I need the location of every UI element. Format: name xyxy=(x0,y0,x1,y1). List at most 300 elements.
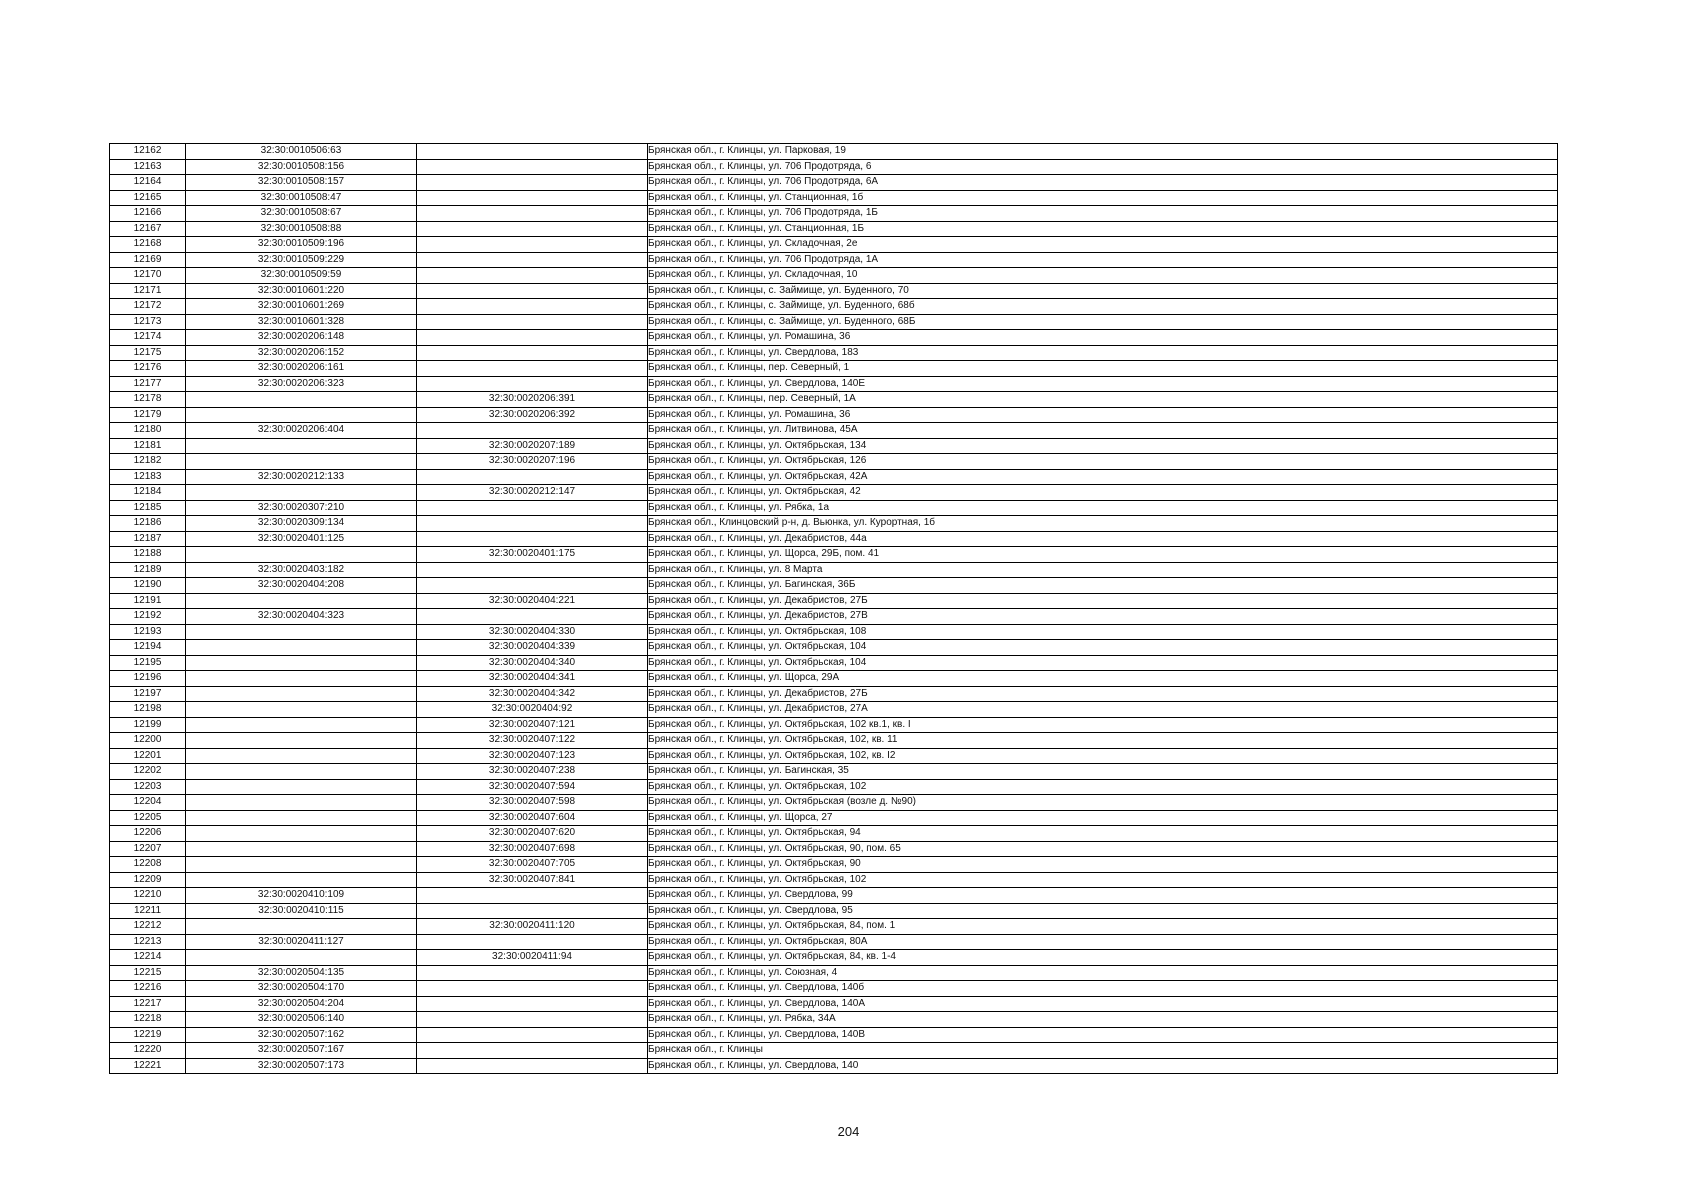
row-number-cell: 12205 xyxy=(110,810,186,826)
cadastral-number-alt-cell xyxy=(417,144,648,160)
address-cell: Брянская обл., г. Клинцы, ул. Декабристов, 44а xyxy=(648,531,1558,547)
cadastral-number-cell xyxy=(186,454,417,470)
row-number-cell: 12200 xyxy=(110,733,186,749)
cadastral-number-cell xyxy=(186,640,417,656)
address-cell: Брянская обл., г. Клинцы, пер. Северный, 1А xyxy=(648,392,1558,408)
row-number-cell: 12198 xyxy=(110,702,186,718)
table-row xyxy=(110,748,1558,764)
address-cell: Брянская обл., г. Клинцы, ул. Октябрьская, 134 xyxy=(648,438,1558,454)
row-number-cell: 12218 xyxy=(110,1012,186,1028)
row-number-cell: 12203 xyxy=(110,779,186,795)
cadastral-number-cell: 32:30:0010601:220 xyxy=(186,283,417,299)
cadastral-number-alt-cell: 32:30:0020404:221 xyxy=(417,593,648,609)
cadastral-number-cell xyxy=(186,392,417,408)
cadastral-number-alt-cell xyxy=(417,578,648,594)
cadastral-number-alt-cell xyxy=(417,283,648,299)
row-number-cell: 12166 xyxy=(110,206,186,222)
cadastral-number-alt-cell xyxy=(417,175,648,191)
cadastral-number-cell: 32:30:0020404:323 xyxy=(186,609,417,625)
cadastral-number-alt-cell xyxy=(417,1043,648,1059)
cadastral-number-alt-cell xyxy=(417,268,648,284)
cadastral-number-cell xyxy=(186,779,417,795)
cadastral-number-cell: 32:30:0010508:156 xyxy=(186,159,417,175)
cadastral-number-cell xyxy=(186,547,417,563)
cadastral-number-alt-cell xyxy=(417,500,648,516)
row-number-cell: 12172 xyxy=(110,299,186,315)
table-row xyxy=(110,392,1558,408)
row-number-cell: 12195 xyxy=(110,655,186,671)
address-cell: Брянская обл., г. Клинцы, ул. Щорса, 29А xyxy=(648,671,1558,687)
cadastral-number-cell: 32:30:0020504:170 xyxy=(186,981,417,997)
table-row xyxy=(110,841,1558,857)
table-row xyxy=(110,345,1558,361)
cadastral-number-cell: 32:30:0020507:173 xyxy=(186,1058,417,1074)
cadastral-number-cell: 32:30:0010506:63 xyxy=(186,144,417,160)
address-cell: Брянская обл., г. Клинцы, ул. Декабристов, 27В xyxy=(648,609,1558,625)
row-number-cell: 12213 xyxy=(110,934,186,950)
address-cell: Брянская обл., г. Клинцы, ул. Октябрьская, 102 xyxy=(648,872,1558,888)
cadastral-number-cell: 32:30:0020410:109 xyxy=(186,888,417,904)
row-number-cell: 12207 xyxy=(110,841,186,857)
cadastral-number-alt-cell: 32:30:0020401:175 xyxy=(417,547,648,563)
table-row xyxy=(110,950,1558,966)
table-row xyxy=(110,562,1558,578)
table-row xyxy=(110,655,1558,671)
cadastral-number-alt-cell xyxy=(417,423,648,439)
table-row xyxy=(110,500,1558,516)
cadastral-number-cell: 32:30:0010508:88 xyxy=(186,221,417,237)
address-cell: Брянская обл., г. Клинцы, ул. Свердлова, 183 xyxy=(648,345,1558,361)
row-number-cell: 12220 xyxy=(110,1043,186,1059)
cadastral-number-cell: 32:30:0020307:210 xyxy=(186,500,417,516)
table-row xyxy=(110,361,1558,377)
row-number-cell: 12169 xyxy=(110,252,186,268)
address-cell: Брянская обл., г. Клинцы, ул. Свердлова, 140 xyxy=(648,1058,1558,1074)
table-row xyxy=(110,903,1558,919)
table-row xyxy=(110,485,1558,501)
address-cell: Брянская обл., г. Клинцы, ул. Октябрьская, 84, пом. 1 xyxy=(648,919,1558,935)
cadastral-number-cell: 32:30:0020504:135 xyxy=(186,965,417,981)
address-cell: Брянская обл., г. Клинцы, ул. Декабристов, 27Б xyxy=(648,686,1558,702)
row-number-cell: 12191 xyxy=(110,593,186,609)
table-row xyxy=(110,438,1558,454)
cadastral-number-alt-cell: 32:30:0020206:392 xyxy=(417,407,648,423)
cadastral-number-alt-cell xyxy=(417,609,648,625)
table-row xyxy=(110,996,1558,1012)
address-cell: Брянская обл., г. Клинцы, ул. Декабристов, 27А xyxy=(648,702,1558,718)
cadastral-number-alt-cell xyxy=(417,888,648,904)
cadastral-number-alt-cell: 32:30:0020207:196 xyxy=(417,454,648,470)
table-row xyxy=(110,717,1558,733)
row-number-cell: 12204 xyxy=(110,795,186,811)
cadastral-number-cell xyxy=(186,438,417,454)
address-cell: Брянская обл., г. Клинцы, ул. Октябрьская (возле д. №90) xyxy=(648,795,1558,811)
cadastral-number-cell: 32:30:0020206:161 xyxy=(186,361,417,377)
cadastral-number-cell xyxy=(186,810,417,826)
table-row xyxy=(110,671,1558,687)
table-row xyxy=(110,547,1558,563)
cadastral-number-alt-cell xyxy=(417,1027,648,1043)
cadastral-number-alt-cell: 32:30:0020404:330 xyxy=(417,624,648,640)
cadastral-number-alt-cell: 32:30:0020411:94 xyxy=(417,950,648,966)
address-cell: Брянская обл., г. Клинцы, ул. Ромашина, 36 xyxy=(648,407,1558,423)
address-cell: Брянская обл., г. Клинцы, ул. Октябрьская, 90 xyxy=(648,857,1558,873)
registry-table-body xyxy=(110,144,1558,1074)
cadastral-number-cell xyxy=(186,624,417,640)
address-cell: Брянская обл., г. Клинцы, ул. 706 Продотряда, 6А xyxy=(648,175,1558,191)
address-cell: Брянская обл., г. Клинцы, ул. Октябрьская, 108 xyxy=(648,624,1558,640)
cadastral-number-cell: 32:30:0010508:67 xyxy=(186,206,417,222)
table-row xyxy=(110,330,1558,346)
row-number-cell: 12181 xyxy=(110,438,186,454)
table-row xyxy=(110,609,1558,625)
cadastral-number-cell: 32:30:0010509:196 xyxy=(186,237,417,253)
row-number-cell: 12180 xyxy=(110,423,186,439)
table-row xyxy=(110,314,1558,330)
cadastral-number-cell: 32:30:0020403:182 xyxy=(186,562,417,578)
cadastral-number-alt-cell xyxy=(417,314,648,330)
row-number-cell: 12189 xyxy=(110,562,186,578)
table-row xyxy=(110,454,1558,470)
row-number-cell: 12186 xyxy=(110,516,186,532)
address-cell: Брянская обл., г. Клинцы, ул. Ромашина, 36 xyxy=(648,330,1558,346)
cadastral-number-alt-cell: 32:30:0020407:238 xyxy=(417,764,648,780)
address-cell: Брянская обл., г. Клинцы, ул. Октябрьская, 102 кв.1, кв. I xyxy=(648,717,1558,733)
cadastral-number-cell: 32:30:0020411:127 xyxy=(186,934,417,950)
address-cell: Брянская обл., г. Клинцы, ул. 706 Продотряда, 1Б xyxy=(648,206,1558,222)
table-row xyxy=(110,190,1558,206)
address-cell: Брянская обл., г. Клинцы, ул. Декабристов, 27Б xyxy=(648,593,1558,609)
address-cell: Брянская обл., г. Клинцы, ул. Октябрьская, 80А xyxy=(648,934,1558,950)
cadastral-number-cell: 32:30:0010509:229 xyxy=(186,252,417,268)
table-row xyxy=(110,1058,1558,1074)
row-number-cell: 12199 xyxy=(110,717,186,733)
row-number-cell: 12194 xyxy=(110,640,186,656)
address-cell: Брянская обл., г. Клинцы, ул. Октябрьская, 102, кв. 11 xyxy=(648,733,1558,749)
property-registry-table xyxy=(109,143,1558,1074)
cadastral-number-cell xyxy=(186,655,417,671)
table-row xyxy=(110,779,1558,795)
cadastral-number-cell xyxy=(186,407,417,423)
cadastral-number-alt-cell xyxy=(417,345,648,361)
table-row xyxy=(110,872,1558,888)
cadastral-number-alt-cell xyxy=(417,299,648,315)
address-cell: Брянская обл., г. Клинцы, с. Займище, ул. Буденного, 68б xyxy=(648,299,1558,315)
row-number-cell: 12187 xyxy=(110,531,186,547)
cadastral-number-alt-cell xyxy=(417,221,648,237)
cadastral-number-alt-cell xyxy=(417,1058,648,1074)
table-row xyxy=(110,919,1558,935)
cadastral-number-cell: 32:30:0020504:204 xyxy=(186,996,417,1012)
table-row xyxy=(110,407,1558,423)
table-row xyxy=(110,810,1558,826)
cadastral-number-alt-cell xyxy=(417,531,648,547)
cadastral-number-cell: 32:30:0020404:208 xyxy=(186,578,417,594)
table-row xyxy=(110,593,1558,609)
table-row xyxy=(110,795,1558,811)
cadastral-number-cell: 32:30:0020206:148 xyxy=(186,330,417,346)
table-row xyxy=(110,221,1558,237)
address-cell: Брянская обл., г. Клинцы, ул. Литвинова, 45А xyxy=(648,423,1558,439)
table-row xyxy=(110,624,1558,640)
cadastral-number-alt-cell xyxy=(417,1012,648,1028)
cadastral-number-alt-cell xyxy=(417,965,648,981)
cadastral-number-alt-cell xyxy=(417,361,648,377)
table-row xyxy=(110,423,1558,439)
address-cell: Брянская обл., г. Клинцы, пер. Северный, 1 xyxy=(648,361,1558,377)
row-number-cell: 12202 xyxy=(110,764,186,780)
table-row xyxy=(110,175,1558,191)
table-row xyxy=(110,237,1558,253)
row-number-cell: 12188 xyxy=(110,547,186,563)
cadastral-number-alt-cell: 32:30:0020404:342 xyxy=(417,686,648,702)
row-number-cell: 12164 xyxy=(110,175,186,191)
row-number-cell: 12221 xyxy=(110,1058,186,1074)
table-row xyxy=(110,1027,1558,1043)
table-row xyxy=(110,857,1558,873)
row-number-cell: 12176 xyxy=(110,361,186,377)
row-number-cell: 12210 xyxy=(110,888,186,904)
row-number-cell: 12196 xyxy=(110,671,186,687)
table-row xyxy=(110,702,1558,718)
address-cell: Брянская обл., г. Клинцы, ул. Парковая, 19 xyxy=(648,144,1558,160)
address-cell: Брянская обл., г. Клинцы, ул. Станционная, 1б xyxy=(648,190,1558,206)
cadastral-number-cell: 32:30:0020309:134 xyxy=(186,516,417,532)
page-number: 204 xyxy=(837,1124,860,1139)
row-number-cell: 12163 xyxy=(110,159,186,175)
cadastral-number-cell xyxy=(186,764,417,780)
cadastral-number-alt-cell xyxy=(417,996,648,1012)
cadastral-number-alt-cell: 32:30:0020407:594 xyxy=(417,779,648,795)
row-number-cell: 12214 xyxy=(110,950,186,966)
address-cell: Брянская обл., г. Клинцы, ул. Свердлова, 99 xyxy=(648,888,1558,904)
cadastral-number-cell: 32:30:0020206:323 xyxy=(186,376,417,392)
row-number-cell: 12177 xyxy=(110,376,186,392)
cadastral-number-alt-cell: 32:30:0020212:147 xyxy=(417,485,648,501)
row-number-cell: 12170 xyxy=(110,268,186,284)
row-number-cell: 12162 xyxy=(110,144,186,160)
cadastral-number-cell: 32:30:0020506:140 xyxy=(186,1012,417,1028)
table-row xyxy=(110,206,1558,222)
cadastral-number-alt-cell: 32:30:0020411:120 xyxy=(417,919,648,935)
cadastral-number-alt-cell xyxy=(417,330,648,346)
cadastral-number-alt-cell: 32:30:0020404:341 xyxy=(417,671,648,687)
cadastral-number-alt-cell: 32:30:0020404:340 xyxy=(417,655,648,671)
row-number-cell: 12201 xyxy=(110,748,186,764)
cadastral-number-alt-cell: 32:30:0020407:604 xyxy=(417,810,648,826)
cadastral-number-cell xyxy=(186,826,417,842)
table-row xyxy=(110,516,1558,532)
address-cell: Брянская обл., г. Клинцы, ул. Свердлова, 140б xyxy=(648,981,1558,997)
table-row xyxy=(110,376,1558,392)
address-cell: Брянская обл., г. Клинцы, ул. Щорса, 27 xyxy=(648,810,1558,826)
address-cell: Брянская обл., г. Клинцы, ул. 706 Продотряда, 6 xyxy=(648,159,1558,175)
cadastral-number-alt-cell: 32:30:0020404:339 xyxy=(417,640,648,656)
table-row xyxy=(110,283,1558,299)
table-row xyxy=(110,981,1558,997)
cadastral-number-alt-cell xyxy=(417,159,648,175)
row-number-cell: 12215 xyxy=(110,965,186,981)
address-cell: Брянская обл., г. Клинцы, ул. Рябка, 1а xyxy=(648,500,1558,516)
cadastral-number-cell: 32:30:0010508:47 xyxy=(186,190,417,206)
address-cell: Брянская обл., г. Клинцы, ул. 8 Марта xyxy=(648,562,1558,578)
row-number-cell: 12192 xyxy=(110,609,186,625)
cadastral-number-alt-cell: 32:30:0020206:391 xyxy=(417,392,648,408)
cadastral-number-cell xyxy=(186,593,417,609)
address-cell: Брянская обл., г. Клинцы, ул. Складочная, 2е xyxy=(648,237,1558,253)
address-cell: Брянская обл., г. Клинцы, ул. Щорса, 29Б, пом. 41 xyxy=(648,547,1558,563)
cadastral-number-cell: 32:30:0010601:269 xyxy=(186,299,417,315)
cadastral-number-cell xyxy=(186,702,417,718)
cadastral-number-cell: 32:30:0020401:125 xyxy=(186,531,417,547)
row-number-cell: 12175 xyxy=(110,345,186,361)
row-number-cell: 12197 xyxy=(110,686,186,702)
cadastral-number-cell xyxy=(186,671,417,687)
address-cell: Брянская обл., г. Клинцы, с. Займище, ул. Буденного, 68Б xyxy=(648,314,1558,330)
row-number-cell: 12209 xyxy=(110,872,186,888)
cadastral-number-cell xyxy=(186,485,417,501)
table-row xyxy=(110,252,1558,268)
address-cell: Брянская обл., г. Клинцы, ул. Октябрьская, 104 xyxy=(648,640,1558,656)
row-number-cell: 12185 xyxy=(110,500,186,516)
address-cell: Брянская обл., Клинцовский р-н, д. Вьюнка, ул. Курортная, 1б xyxy=(648,516,1558,532)
address-cell: Брянская обл., г. Клинцы, ул. Октябрьская, 102 xyxy=(648,779,1558,795)
cadastral-number-alt-cell xyxy=(417,376,648,392)
row-number-cell: 12211 xyxy=(110,903,186,919)
address-cell: Брянская обл., г. Клинцы, ул. Октябрьская, 102, кв. I2 xyxy=(648,748,1558,764)
row-number-cell: 12184 xyxy=(110,485,186,501)
cadastral-number-cell: 32:30:0020212:133 xyxy=(186,469,417,485)
row-number-cell: 12171 xyxy=(110,283,186,299)
row-number-cell: 12182 xyxy=(110,454,186,470)
row-number-cell: 12190 xyxy=(110,578,186,594)
cadastral-number-cell xyxy=(186,919,417,935)
cadastral-number-alt-cell xyxy=(417,190,648,206)
row-number-cell: 12168 xyxy=(110,237,186,253)
address-cell: Брянская обл., г. Клинцы, ул. Складочная, 10 xyxy=(648,268,1558,284)
cadastral-number-alt-cell: 32:30:0020407:121 xyxy=(417,717,648,733)
cadastral-number-cell xyxy=(186,717,417,733)
table-row xyxy=(110,733,1558,749)
cadastral-number-cell: 32:30:0020410:115 xyxy=(186,903,417,919)
cadastral-number-cell xyxy=(186,872,417,888)
row-number-cell: 12216 xyxy=(110,981,186,997)
cadastral-number-cell xyxy=(186,841,417,857)
table-row xyxy=(110,144,1558,160)
row-number-cell: 12206 xyxy=(110,826,186,842)
table-row xyxy=(110,159,1558,175)
row-number-cell: 12219 xyxy=(110,1027,186,1043)
table-row xyxy=(110,1043,1558,1059)
row-number-cell: 12179 xyxy=(110,407,186,423)
address-cell: Брянская обл., г. Клинцы, ул. Свердлова, 95 xyxy=(648,903,1558,919)
table-row xyxy=(110,826,1558,842)
cadastral-number-cell: 32:30:0020206:152 xyxy=(186,345,417,361)
cadastral-number-alt-cell: 32:30:0020407:123 xyxy=(417,748,648,764)
cadastral-number-alt-cell xyxy=(417,562,648,578)
cadastral-number-cell xyxy=(186,857,417,873)
cadastral-number-cell: 32:30:0010508:157 xyxy=(186,175,417,191)
cadastral-number-alt-cell xyxy=(417,469,648,485)
row-number-cell: 12193 xyxy=(110,624,186,640)
cadastral-number-alt-cell xyxy=(417,516,648,532)
table-row xyxy=(110,934,1558,950)
address-cell: Брянская обл., г. Клинцы, ул. Станционная, 1Б xyxy=(648,221,1558,237)
cadastral-number-alt-cell xyxy=(417,206,648,222)
cadastral-number-cell: 32:30:0020206:404 xyxy=(186,423,417,439)
table-row xyxy=(110,888,1558,904)
cadastral-number-cell: 32:30:0010509:59 xyxy=(186,268,417,284)
address-cell: Брянская обл., г. Клинцы xyxy=(648,1043,1558,1059)
address-cell: Брянская обл., г. Клинцы, ул. 706 Продотряда, 1А xyxy=(648,252,1558,268)
cadastral-number-alt-cell: 32:30:0020407:698 xyxy=(417,841,648,857)
row-number-cell: 12174 xyxy=(110,330,186,346)
row-number-cell: 12178 xyxy=(110,392,186,408)
address-cell: Брянская обл., г. Клинцы, ул. Багинская, 35 xyxy=(648,764,1558,780)
cadastral-number-cell: 32:30:0020507:162 xyxy=(186,1027,417,1043)
row-number-cell: 12173 xyxy=(110,314,186,330)
cadastral-number-alt-cell xyxy=(417,903,648,919)
table-row xyxy=(110,268,1558,284)
address-cell: Брянская обл., г. Клинцы, с. Займище, ул. Буденного, 70 xyxy=(648,283,1558,299)
cadastral-number-alt-cell: 32:30:0020407:122 xyxy=(417,733,648,749)
address-cell: Брянская обл., г. Клинцы, ул. Багинская, 36Б xyxy=(648,578,1558,594)
row-number-cell: 12183 xyxy=(110,469,186,485)
address-cell: Брянская обл., г. Клинцы, ул. Октябрьская, 90, пом. 65 xyxy=(648,841,1558,857)
cadastral-number-alt-cell: 32:30:0020207:189 xyxy=(417,438,648,454)
table-row xyxy=(110,965,1558,981)
table-row xyxy=(110,578,1558,594)
table-row xyxy=(110,1012,1558,1028)
row-number-cell: 12167 xyxy=(110,221,186,237)
row-number-cell: 12208 xyxy=(110,857,186,873)
cadastral-number-cell xyxy=(186,686,417,702)
row-number-cell: 12165 xyxy=(110,190,186,206)
cadastral-number-alt-cell: 32:30:0020407:841 xyxy=(417,872,648,888)
address-cell: Брянская обл., г. Клинцы, ул. Октябрьская, 104 xyxy=(648,655,1558,671)
cadastral-number-alt-cell xyxy=(417,252,648,268)
cadastral-number-cell: 32:30:0010601:328 xyxy=(186,314,417,330)
address-cell: Брянская обл., г. Клинцы, ул. Союзная, 4 xyxy=(648,965,1558,981)
address-cell: Брянская обл., г. Клинцы, ул. Октябрьская, 42 xyxy=(648,485,1558,501)
table-row xyxy=(110,469,1558,485)
cadastral-number-alt-cell: 32:30:0020404:92 xyxy=(417,702,648,718)
address-cell: Брянская обл., г. Клинцы, ул. Октябрьская, 94 xyxy=(648,826,1558,842)
address-cell: Брянская обл., г. Клинцы, ул. Октябрьская, 126 xyxy=(648,454,1558,470)
cadastral-number-cell xyxy=(186,748,417,764)
cadastral-number-alt-cell: 32:30:0020407:598 xyxy=(417,795,648,811)
cadastral-number-alt-cell xyxy=(417,237,648,253)
cadastral-number-alt-cell xyxy=(417,934,648,950)
cadastral-number-alt-cell xyxy=(417,981,648,997)
row-number-cell: 12212 xyxy=(110,919,186,935)
cadastral-number-cell: 32:30:0020507:167 xyxy=(186,1043,417,1059)
cadastral-number-alt-cell: 32:30:0020407:620 xyxy=(417,826,648,842)
cadastral-number-cell xyxy=(186,733,417,749)
address-cell: Брянская обл., г. Клинцы, ул. Свердлова, 140В xyxy=(648,1027,1558,1043)
table-row xyxy=(110,531,1558,547)
table-row xyxy=(110,686,1558,702)
address-cell: Брянская обл., г. Клинцы, ул. Октябрьская, 84, кв. 1-4 xyxy=(648,950,1558,966)
cadastral-number-cell xyxy=(186,795,417,811)
address-cell: Брянская обл., г. Клинцы, ул. Октябрьская, 42А xyxy=(648,469,1558,485)
address-cell: Брянская обл., г. Клинцы, ул. Свердлова, 140А xyxy=(648,996,1558,1012)
row-number-cell: 12217 xyxy=(110,996,186,1012)
cadastral-number-cell xyxy=(186,950,417,966)
address-cell: Брянская обл., г. Клинцы, ул. Свердлова, 140Е xyxy=(648,376,1558,392)
table-row xyxy=(110,299,1558,315)
table-row xyxy=(110,640,1558,656)
